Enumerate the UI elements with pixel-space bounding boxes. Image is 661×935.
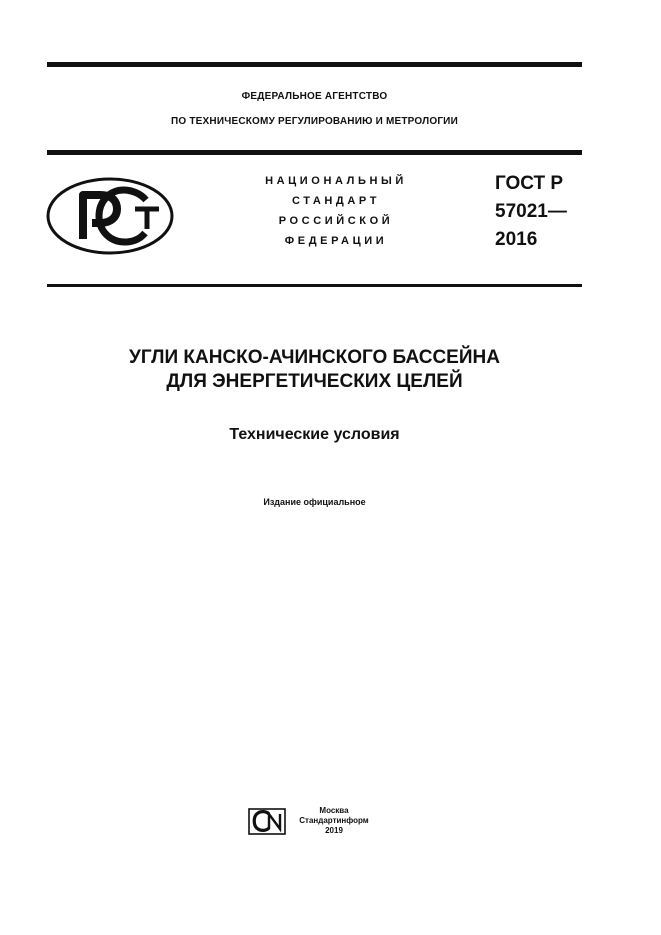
agency-name-line2: ПО ТЕХНИЧЕСКОМУ РЕГУЛИРОВАНИЮ И МЕТРОЛОГИИ bbox=[171, 116, 458, 127]
standard-line-4: ФЕДЕРАЦИИ bbox=[284, 235, 388, 247]
gost-r-logo-icon bbox=[45, 176, 175, 256]
standartinform-logo-icon bbox=[248, 808, 286, 835]
standard-line-1: НАЦИОНАЛЬНЫЙ bbox=[265, 175, 407, 187]
top-rule bbox=[47, 62, 582, 67]
document-subtitle: Технические условия bbox=[229, 426, 400, 443]
imprint-city: Москва bbox=[319, 806, 349, 815]
designation-line-1: ГОСТ Р bbox=[495, 173, 564, 194]
title-line-1: УГЛИ КАНСКО-АЧИНСКОГО БАССЕЙНА bbox=[129, 347, 500, 368]
standard-designation bbox=[495, 170, 567, 254]
title-line-2: ДЛЯ ЭНЕРГЕТИЧЕСКИХ ЦЕЛЕЙ bbox=[166, 371, 463, 392]
imprint-year: 2019 bbox=[325, 826, 343, 835]
publisher-imprint bbox=[292, 806, 376, 836]
national-standard-label bbox=[222, 171, 450, 251]
header-bottom-rule bbox=[47, 284, 582, 287]
standard-line-2: СТАНДАРТ bbox=[291, 195, 381, 207]
imprint-publisher: Стандартинформ bbox=[299, 816, 369, 825]
designation-line-2: 57021— bbox=[495, 201, 567, 222]
edition-note: Издание официальное bbox=[263, 497, 366, 507]
standard-line-3: РОССИЙСКОЙ bbox=[278, 215, 394, 227]
designation-line-3: 2016 bbox=[495, 229, 538, 250]
document-title bbox=[47, 346, 582, 394]
agency-name-line1: ФЕДЕРАЛЬНОЕ АГЕНТСТВО bbox=[241, 91, 388, 102]
header-divider-rule bbox=[47, 150, 582, 155]
